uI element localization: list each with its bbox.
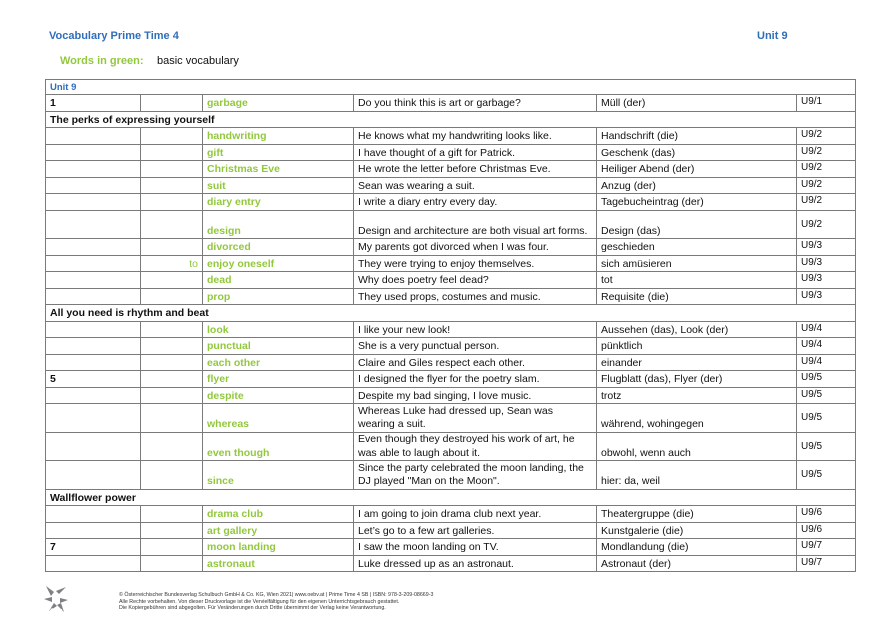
- infinitive-marker: [141, 161, 203, 178]
- german-translation: sich amüsieren: [597, 255, 797, 272]
- page-reference: U9/7: [797, 555, 856, 572]
- vocab-word: look: [203, 321, 354, 338]
- infinitive-marker: [141, 239, 203, 256]
- table-row: [46, 539, 856, 556]
- footer-line-1: © Österreichischer Bundesverlag Schulbuch GmbH & Co. KG, Wien 2021| www.oebv.at | Prime Time 4 SB | ISBN: 978-3-209-08669-3: [119, 592, 434, 598]
- german-translation: Kunstgalerie (die): [597, 522, 797, 539]
- exercise-number: [46, 255, 141, 272]
- vocab-word: whereas: [203, 404, 354, 433]
- page-reference: U9/3: [797, 288, 856, 305]
- table-row: [46, 272, 856, 289]
- infinitive-marker: [141, 354, 203, 371]
- table-row: [46, 432, 856, 461]
- infinitive-marker: [141, 272, 203, 289]
- exercise-number: [46, 387, 141, 404]
- page-reference: U9/4: [797, 321, 856, 338]
- exercise-number: [46, 177, 141, 194]
- example-sentence: She is a very punctual person.: [354, 338, 597, 355]
- page-reference: U9/5: [797, 461, 856, 490]
- page-reference: U9/4: [797, 354, 856, 371]
- german-translation: geschieden: [597, 239, 797, 256]
- footer-line-2: Alle Rechte vorbehalten. Von dieser Druckvorlage ist die Vervielfältigung für den eigenen Unterrichtsgebrauch gestattet.: [119, 598, 400, 605]
- unit-row: [46, 80, 856, 95]
- exercise-number: [46, 338, 141, 355]
- exercise-number: [46, 432, 141, 461]
- page-reference: U9/2: [797, 161, 856, 178]
- infinitive-marker: [141, 432, 203, 461]
- copyright-footer: [119, 592, 433, 612]
- page-reference: U9/2: [797, 210, 856, 239]
- vocab-word: even though: [203, 432, 354, 461]
- vocab-word: enjoy oneself: [203, 255, 354, 272]
- german-translation: pünktlich: [597, 338, 797, 355]
- vocab-word: since: [203, 461, 354, 490]
- example-sentence: I designed the flyer for the poetry slam.: [354, 371, 597, 388]
- german-translation: Handschrift (die): [597, 128, 797, 145]
- example-sentence: Sean was wearing a suit.: [354, 177, 597, 194]
- example-sentence: Despite my bad singing, I love music.: [354, 387, 597, 404]
- example-sentence: Do you think this is art or garbage?: [354, 95, 597, 112]
- infinitive-marker: [141, 461, 203, 490]
- vocab-word: astronaut: [203, 555, 354, 572]
- german-translation: während, wohingegen: [597, 404, 797, 433]
- section-row: [46, 111, 856, 128]
- logo-text: öbv: [49, 608, 63, 615]
- example-sentence: I saw the moon landing on TV.: [354, 539, 597, 556]
- german-translation: Tagebucheintrag (der): [597, 194, 797, 211]
- page-reference: U9/5: [797, 432, 856, 461]
- infinitive-marker: [141, 522, 203, 539]
- exercise-number: [46, 239, 141, 256]
- infinitive-marker: [141, 555, 203, 572]
- page-reference: U9/7: [797, 539, 856, 556]
- infinitive-marker: [141, 210, 203, 239]
- page-reference: U9/2: [797, 177, 856, 194]
- table-row: [46, 288, 856, 305]
- table-row: [46, 371, 856, 388]
- exercise-number: 7: [46, 539, 141, 556]
- infinitive-marker: [141, 338, 203, 355]
- vocab-word: flyer: [203, 371, 354, 388]
- vocabulary-table-body: [46, 80, 856, 572]
- example-sentence: They used props, costumes and music.: [354, 288, 597, 305]
- table-row: [46, 354, 856, 371]
- exercise-number: [46, 288, 141, 305]
- german-translation: Mondlandung (die): [597, 539, 797, 556]
- table-row: [46, 461, 856, 490]
- vocab-word: design: [203, 210, 354, 239]
- example-sentence: He knows what my handwriting looks like.: [354, 128, 597, 145]
- section-heading: The perks of expressing yourself: [46, 111, 856, 128]
- exercise-number: [46, 404, 141, 433]
- exercise-number: [46, 506, 141, 523]
- vocabulary-table: [45, 79, 856, 572]
- german-translation: Requisite (die): [597, 288, 797, 305]
- table-row: [46, 95, 856, 112]
- page-reference: U9/5: [797, 371, 856, 388]
- table-row: [46, 387, 856, 404]
- exercise-number: [46, 321, 141, 338]
- example-sentence: I write a diary entry every day.: [354, 194, 597, 211]
- german-translation: Theatergruppe (die): [597, 506, 797, 523]
- table-row: [46, 555, 856, 572]
- example-sentence: He wrote the letter before Christmas Eve.: [354, 161, 597, 178]
- exercise-number: [46, 555, 141, 572]
- section-heading: Wallflower power: [46, 489, 856, 506]
- infinitive-marker: to: [141, 255, 203, 272]
- infinitive-marker: [141, 144, 203, 161]
- table-row: [46, 321, 856, 338]
- table-row: [46, 522, 856, 539]
- footer-line-3: Die Kopiergebühren sind abgegolten. Für Veränderungen durch Dritte übernimmt der Verlag keine Verantwortung.: [119, 605, 386, 612]
- table-row: [46, 210, 856, 239]
- infinitive-marker: [141, 404, 203, 433]
- table-row: [46, 506, 856, 523]
- vocab-word: Christmas Eve: [203, 161, 354, 178]
- page-reference: U9/1: [797, 95, 856, 112]
- example-sentence: My parents got divorced when I was four.: [354, 239, 597, 256]
- vocab-word: each other: [203, 354, 354, 371]
- table-row: [46, 194, 856, 211]
- german-translation: trotz: [597, 387, 797, 404]
- page-reference: U9/2: [797, 128, 856, 145]
- exercise-number: [46, 272, 141, 289]
- infinitive-marker: [141, 539, 203, 556]
- vocab-word: despite: [203, 387, 354, 404]
- german-translation: obwohl, wenn auch: [597, 432, 797, 461]
- example-sentence: Design and architecture are both visual art forms.: [354, 210, 597, 239]
- page-reference: U9/5: [797, 387, 856, 404]
- vocab-word: suit: [203, 177, 354, 194]
- table-row: [46, 239, 856, 256]
- vocab-word: art gallery: [203, 522, 354, 539]
- exercise-number: 1: [46, 95, 141, 112]
- exercise-number: 5: [46, 371, 141, 388]
- table-row: [46, 161, 856, 178]
- page-reference: U9/2: [797, 144, 856, 161]
- example-sentence: Even though they destroyed his work of art, he was able to laugh about it.: [354, 432, 597, 461]
- unit-heading: Unit 9: [46, 80, 856, 95]
- infinitive-marker: [141, 95, 203, 112]
- example-sentence: Whereas Luke had dressed up, Sean was wearing a suit.: [354, 404, 597, 433]
- example-sentence: I have thought of a gift for Patrick.: [354, 144, 597, 161]
- page-reference: U9/6: [797, 522, 856, 539]
- table-row: [46, 404, 856, 433]
- infinitive-marker: [141, 387, 203, 404]
- german-translation: hier: da, weil: [597, 461, 797, 490]
- german-translation: tot: [597, 272, 797, 289]
- german-translation: Anzug (der): [597, 177, 797, 194]
- example-sentence: Since the party celebrated the moon landing, the DJ played "Man on the Moon".: [354, 461, 597, 490]
- exercise-number: [46, 144, 141, 161]
- legend-value: basic vocabulary: [157, 55, 239, 67]
- vocab-word: divorced: [203, 239, 354, 256]
- vocab-word: handwriting: [203, 128, 354, 145]
- table-row: [46, 338, 856, 355]
- german-translation: Müll (der): [597, 95, 797, 112]
- page-reference: U9/3: [797, 272, 856, 289]
- exercise-number: [46, 354, 141, 371]
- infinitive-marker: [141, 177, 203, 194]
- oebv-logo-icon: [42, 583, 70, 615]
- page-reference: U9/3: [797, 255, 856, 272]
- example-sentence: Let’s go to a few art galleries.: [354, 522, 597, 539]
- infinitive-marker: [141, 506, 203, 523]
- section-heading: All you need is rhythm and beat: [46, 305, 856, 322]
- exercise-number: [46, 522, 141, 539]
- vocab-word: punctual: [203, 338, 354, 355]
- german-translation: Flugblatt (das), Flyer (der): [597, 371, 797, 388]
- example-sentence: Why does poetry feel dead?: [354, 272, 597, 289]
- table-row: [46, 144, 856, 161]
- table-row: [46, 255, 856, 272]
- vocab-word: moon landing: [203, 539, 354, 556]
- infinitive-marker: [141, 288, 203, 305]
- exercise-number: [46, 161, 141, 178]
- legend-label: Words in green:: [60, 55, 144, 67]
- german-translation: Aussehen (das), Look (der): [597, 321, 797, 338]
- vocab-word: drama club: [203, 506, 354, 523]
- example-sentence: I like your new look!: [354, 321, 597, 338]
- german-translation: Heiliger Abend (der): [597, 161, 797, 178]
- exercise-number: [46, 194, 141, 211]
- vocab-word: diary entry: [203, 194, 354, 211]
- page-reference: U9/4: [797, 338, 856, 355]
- exercise-number: [46, 128, 141, 145]
- german-translation: Design (das): [597, 210, 797, 239]
- page-reference: U9/3: [797, 239, 856, 256]
- exercise-number: [46, 461, 141, 490]
- german-translation: Geschenk (das): [597, 144, 797, 161]
- example-sentence: I am going to join drama club next year.: [354, 506, 597, 523]
- example-sentence: They were trying to enjoy themselves.: [354, 255, 597, 272]
- example-sentence: Claire and Giles respect each other.: [354, 354, 597, 371]
- vocab-word: garbage: [203, 95, 354, 112]
- german-translation: Astronaut (der): [597, 555, 797, 572]
- german-translation: einander: [597, 354, 797, 371]
- section-row: [46, 305, 856, 322]
- table-row: [46, 177, 856, 194]
- vocab-word: dead: [203, 272, 354, 289]
- unit-label: Unit 9: [757, 30, 788, 42]
- page-title: Vocabulary Prime Time 4: [49, 30, 179, 42]
- page-reference: U9/2: [797, 194, 856, 211]
- infinitive-marker: [141, 194, 203, 211]
- section-row: [46, 489, 856, 506]
- infinitive-marker: [141, 371, 203, 388]
- page-reference: U9/6: [797, 506, 856, 523]
- infinitive-marker: [141, 128, 203, 145]
- table-row: [46, 128, 856, 145]
- vocab-word: gift: [203, 144, 354, 161]
- page-reference: U9/5: [797, 404, 856, 433]
- vocab-word: prop: [203, 288, 354, 305]
- example-sentence: Luke dressed up as an astronaut.: [354, 555, 597, 572]
- infinitive-marker: [141, 321, 203, 338]
- exercise-number: [46, 210, 141, 239]
